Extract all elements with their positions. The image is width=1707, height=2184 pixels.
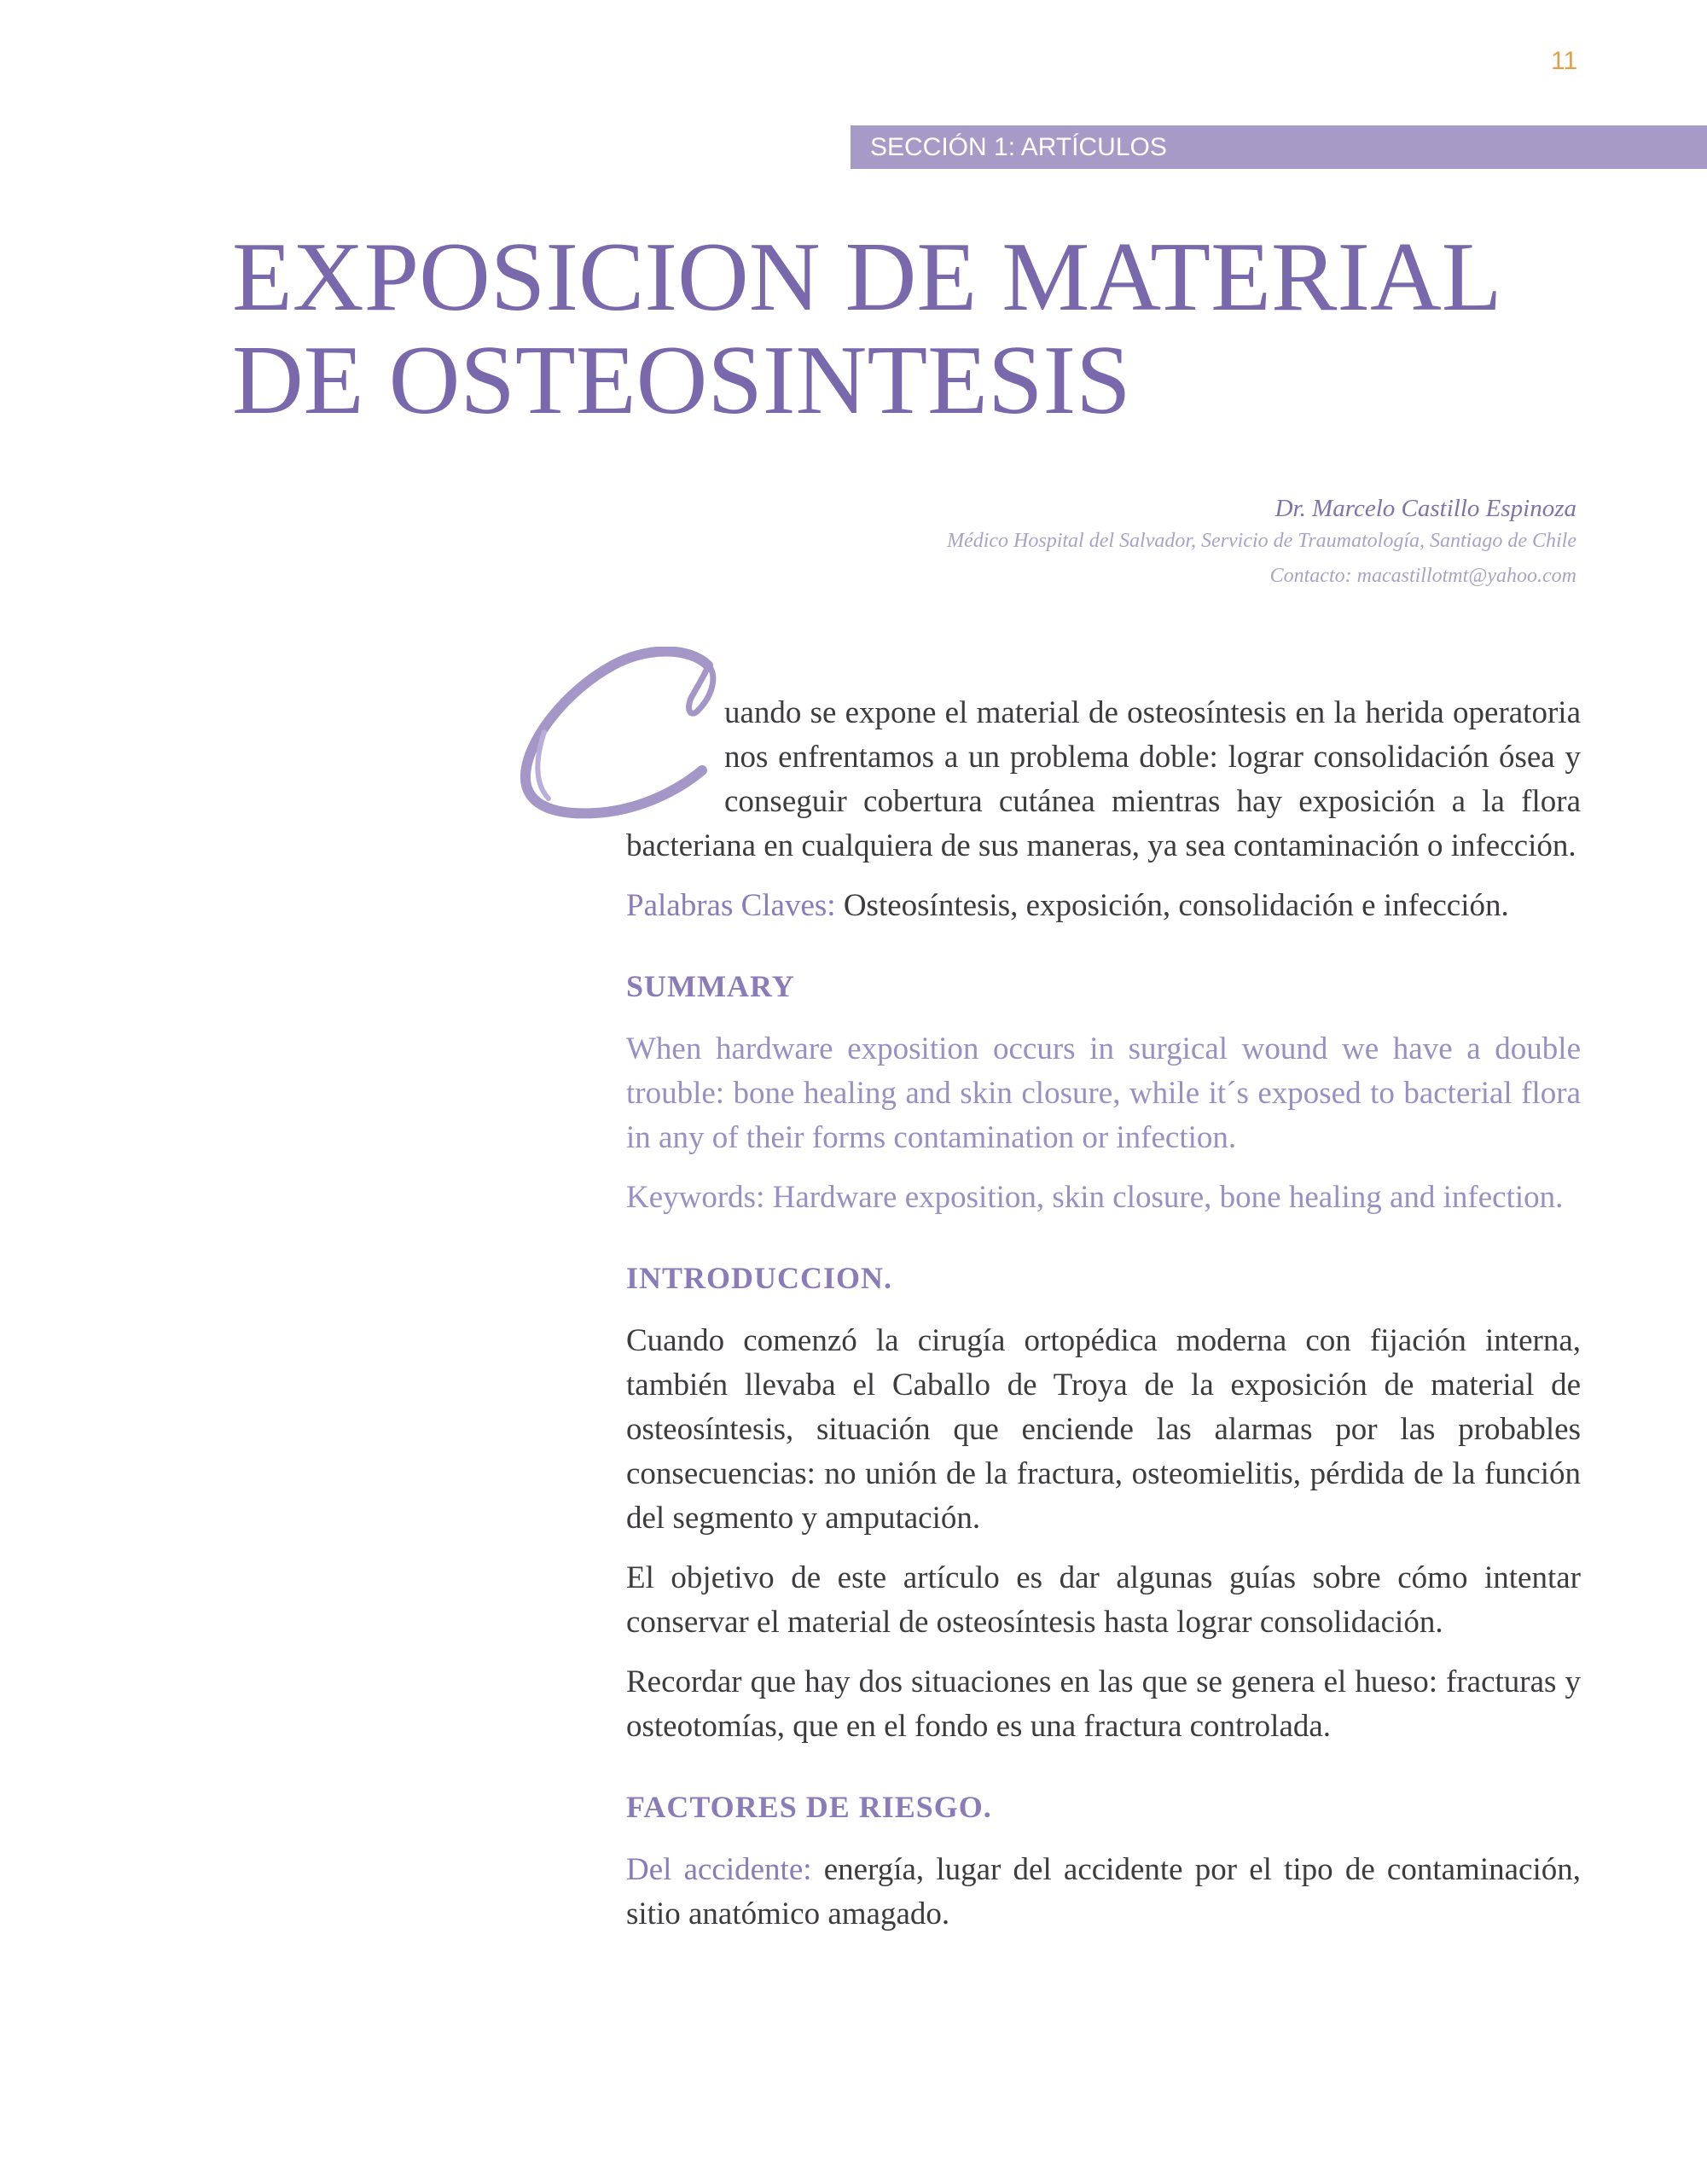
article-body [626,691,1581,1952]
page-number: 11 [1551,47,1578,75]
intro-paragraph [626,691,1581,868]
keywords-spanish [626,884,1581,928]
introduction-paragraph-1: Cuando comenzó la cirugía ortopédica moderna con fijación interna, también llevaba el Caballo de Troya de la exposición de material de osteosíntesis, situación que enciende las alarmas por las probables consecuencias: no unión de la fractura, osteomielitis, pérdida de la función del segmento y amputación. [626,1323,1581,1536]
introduction-paragraph-3: Recordar que hay dos situaciones en las que se genera el hueso: fracturas y osteotomías, que en el fondo es una fractura controlada. [626,1664,1581,1744]
keywords-es-label: Palabras Claves: [626,888,836,923]
keywords-english: Keywords: Hardware exposition, skin closure, bone healing and infection. [626,1180,1564,1215]
risk-factors-heading: FACTORES DE RIESGO. [626,1790,992,1824]
risk-factors-paragraph [626,1848,1581,1937]
introduction-heading: INTRODUCCION. [626,1261,893,1295]
summary-heading: SUMMARY [626,969,795,1003]
risk-text: energía, lugar del accidente por el tipo de contaminación, sitio anatómico amagado. [626,1852,1581,1931]
keywords-es-text: Osteosíntesis, exposición, consolidación e infección. [835,888,1509,923]
risk-label: Del accidente: [626,1852,812,1887]
intro-text: uando se expone el material de osteosíntesis en la herida operatoria nos enfrentamos a un problema doble: lograr consolidación ósea y conseguir cobertura cutánea mientras hay exposición a la flora bacteriana en cualquiera de sus maneras, ya sea contaminación o infección. [626,695,1581,863]
introduction-paragraph-2: El objetivo de este artículo es dar algunas guías sobre cómo intentar conservar el material de osteosíntesis hasta lograr consolidación. [626,1560,1581,1640]
author-name: Dr. Marcelo Castillo Espinoza [1274,495,1576,522]
section-banner: SECCIÓN 1: ARTÍCULOS [851,125,1707,169]
author-block [947,492,1576,595]
summary-text: When hardware exposition occurs in surgical wound we have a double trouble: bone healing and skin closure, while it´s exposed to bacterial flora in any of their forms contamination or infection. [626,1031,1581,1155]
dropcap-spacer [626,691,724,819]
article-title-line-1: EXPOSICION DE MATERIAL [232,223,1502,332]
article-title-line-2: DE OSTEOSINTESIS [232,326,1131,435]
author-affiliation: Médico Hospital del Salvador, Servicio de Traumatología, Santiago de Chile [947,530,1576,552]
author-contact: Contacto: macastillotmt@yahoo.com [1269,565,1576,587]
article-title [232,223,1502,435]
